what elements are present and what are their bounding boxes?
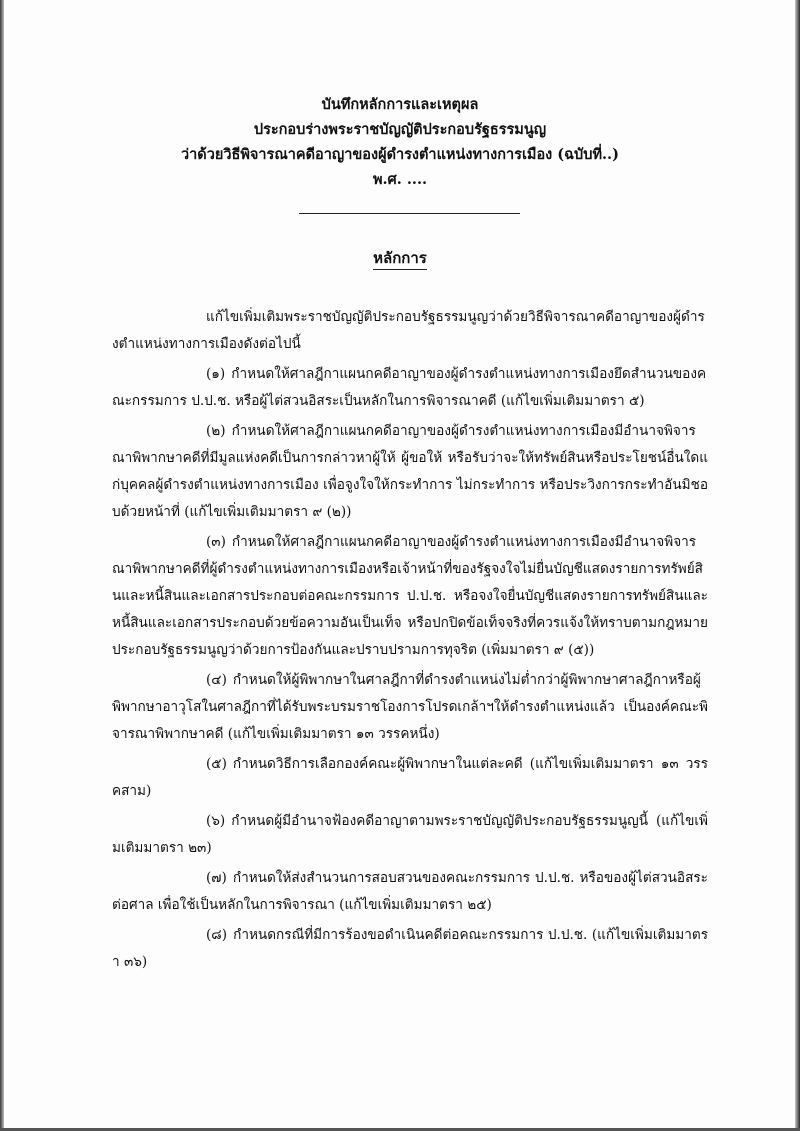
item-number: (๗) — [206, 870, 227, 886]
section-title — [0, 247, 800, 269]
item-number: (๑) — [206, 366, 226, 382]
header-line-4: พ.ศ. .... — [372, 171, 428, 188]
item-text: กำหนดให้ผู้พิพากษาในศาลฎีกาที่ดำรงตำแหน่งไม่ต่ำกว่าผู้พิพากษาศาลฎีกาหรือผู้พิพากษาอาวุโสในศาลฎีกาที่ได้รับพระบรมราชโองการโปรดเกล้าฯให้ดำรงตำแหน่งแล้ว เป็นองค์คณะพิจารณาพิพากษาคดี (แก้ไขเพิ่มเติมมาตรา ๑๓ วรรคหนึ่ง) — [112, 672, 708, 742]
item-number: (๒) — [206, 423, 226, 439]
list-item — [112, 418, 708, 526]
document-body — [112, 304, 708, 979]
item-text: กำหนดให้ศาลฎีกาแผนกคดีอาญาของผู้ดำรงตำแหน่งทางการเมืองยึดสำนวนของคณะกรรมการ ป.ป.ช. หรือผู้ไต่สวนอิสระเป็นหลักในการพิจารณาคดี (แก้ไขเพิ่มเติมมาตรา ๕) — [112, 366, 707, 409]
list-item — [112, 667, 708, 748]
header-line-3: ว่าด้วยวิธีพิจารณาคดีอาญาของผู้ดำรงตำแหน่งทางการเมือง (ฉบับที่..) — [181, 146, 619, 163]
item-number: (๖) — [206, 813, 226, 829]
list-item — [112, 865, 708, 919]
list-item — [112, 361, 708, 415]
list-item — [112, 922, 708, 976]
item-text: กำหนดให้ศาลฎีกาแผนกคดีอาญาของผู้ดำรงตำแหน่งทางการเมืองมีอำนาจพิจารณาพิพากษาคดีที่มีมูลแห่งคดีเป็นการกล่าวหาผู้ให้ ผู้ขอให้ หรือรับว่าจะให้ทรัพย์สินหรือประโยชน์อื่นใดแก่บุคคลผู้ดำรงตำแหน่งทางการเมือง เพื่อจูงใจให้กระทำการ ไม่กระทำการ หรือประวิงการกระทำอันมิชอบด้วยหน้าที่ (แก้ไขเพิ่มเติมมาตรา ๙ (๒)) — [112, 423, 708, 520]
list-item — [112, 529, 708, 664]
item-text: กำหนดวิธีการเลือกองค์คณะผู้พิพากษาในแต่ละคดี (แก้ไขเพิ่มเติมมาตรา ๑๓ วรรคสาม) — [112, 756, 708, 799]
list-item — [112, 808, 708, 862]
item-text: กำหนดกรณีที่มีการร้องขอดำเนินคดีต่อคณะกรรมการ ป.ป.ช. (แก้ไขเพิ่มเติมมาตรา ๓๖) — [112, 927, 708, 970]
intro-paragraph: แก้ไขเพิ่มเติมพระราชบัญญัติประกอบรัฐธรรมนูญว่าด้วยวิธีพิจารณาคดีอาญาของผู้ดำรงตำแหน่งทางการเมืองดังต่อไปนี้ — [112, 309, 705, 352]
header-line-1: บันทึกหลักการและเหตุผล — [321, 96, 479, 113]
item-number: (๔) — [206, 672, 227, 688]
item-text: กำหนดให้ส่งสำนวนการสอบสวนของคณะกรรมการ ป.ป.ช. หรือของผู้ไต่สวนอิสระต่อศาล เพื่อใช้เป็นหลักในการพิจารณา (แก้ไขเพิ่มเติมมาตรา ๒๕) — [112, 870, 708, 913]
item-text: กำหนดผู้มีอำนาจฟ้องคดีอาญาตามพระราชบัญญัติประกอบรัฐธรรมนูญนี้ (แก้ไขเพิ่มเติมมาตรา ๒๓) — [112, 813, 708, 856]
item-number: (๕) — [206, 756, 227, 772]
section-title-text: หลักการ — [373, 249, 427, 270]
list-item — [112, 751, 708, 805]
item-number: (๓) — [206, 534, 226, 550]
item-text: กำหนดให้ศาลฎีกาแผนกคดีอาญาของผู้ดำรงตำแหน่งทางการเมืองมีอำนาจพิจารณาพิพากษาคดีที่ผู้ดำรงตำแหน่งทางการเมืองหรือเจ้าหน้าที่ของรัฐจงใจไม่ยื่นบัญชีแสดงรายการทรัพย์สินและหนี้สินและเอกสารประกอบต่อคณะกรรมการ ป.ป.ช. หรือจงใจยื่นบัญชีแสดงรายการทรัพย์สินและหนี้สินและเอกสารประกอบด้วยข้อความอันเป็นเท็จ หรือปกปิดข้อเท็จจริงที่ควรแจ้งให้ทราบตามกฎหมายประกอบรัฐธรรมนูญว่าด้วยการป้องกันและปราบปรามการทุจริต (เพิ่มมาตรา ๙ (๕)) — [112, 534, 708, 658]
item-number: (๘) — [206, 927, 228, 943]
header-divider — [299, 213, 520, 214]
document-header — [0, 92, 800, 192]
header-line-2: ประกอบร่างพระราชบัญญัติประกอบรัฐธรรมนูญ — [253, 121, 547, 138]
